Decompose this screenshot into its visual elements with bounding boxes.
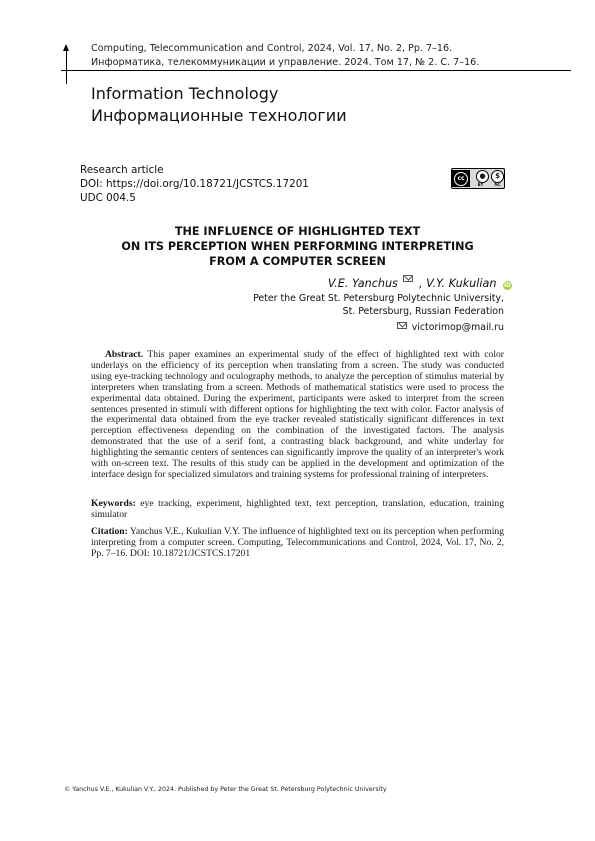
affiliation-line-2: St. Petersburg, Russian Federation [342, 306, 504, 317]
journal-line-en: Computing, Telecommunication and Control, 2024, Vol. 17, No. 2, Pp. 7–16. [91, 43, 453, 54]
copyright-footer: © Yanchus V.E., Kukulian V.Y., 2024. Published by Peter the Great St. Petersburg Polytechnic University [64, 786, 387, 793]
journal-line-ru: Информатика, телекоммуникации и управление. 2024. Том 17, № 2. С. 7–16. [91, 57, 480, 68]
keywords-label: Keywords: [91, 498, 136, 509]
cc-by-nc-icon[interactable] [451, 168, 505, 189]
author-2: V.Y. Kukulian [426, 277, 497, 290]
author-1: V.E. Yanchus [327, 277, 398, 290]
citation-label: Citation: [91, 526, 128, 537]
person-icon: ● [476, 170, 489, 183]
keywords [91, 499, 504, 521]
orcid-icon[interactable]: iD [503, 282, 512, 289]
email-address[interactable]: victorimop@mail.ru [411, 322, 504, 333]
article-title-line-1: THE INFLUENCE OF HIGHLIGHTED TEXT [174, 225, 421, 238]
keywords-text: eye tracking, experiment, highlighted text, text perception, translation, education, training simulator [91, 498, 504, 520]
section-title-ru: Информационные технологии [91, 106, 347, 125]
author-separator: , [419, 277, 427, 290]
abstract-label: Abstract. [105, 349, 144, 360]
envelope-icon [403, 275, 413, 282]
authors [328, 277, 512, 290]
doi-link[interactable]: DOI: https://doi.org/10.18721/JCSTCS.17201 [80, 178, 309, 190]
section-title-en: Information Technology [91, 84, 279, 103]
article-title-line-2: ON ITS PERCEPTION WHEN PERFORMING INTERPRETING [121, 240, 474, 253]
citation [91, 527, 504, 560]
udc-code: UDC 004.5 [80, 192, 136, 204]
article-title-line-3: FROM A COMPUTER SCREEN [209, 255, 386, 268]
envelope-icon [397, 322, 407, 329]
abstract-text: This paper examines an experimental study of the effect of highlighted text with color underlays on the efficiency of its perception when translating from a screen. The study was conducted using eye-tracking technology and oculography methods, to analyze the perception of stimulus material by interpreters when translating from a screen. Methods of mathematical statistics were used to process the experimental data obtained. During the experiment, participants were asked to interpret from the screen sentences presented in stimuli with different options for highlighting the text with color. Factor analysis of the experimental data obtained from the eye tracker revealed statistically significant differences in text perception effectiveness depending on the combination of the investigated factors. The analysis demonstrated that the use of a serif font, a contrasting black background, and white underlay for highlighting the semantic centers of sentences can significantly improve the quality of an interpreter's work with on-screen text. The results of this study can be applied in the development and optimization of the interface design for specialized simulators and training systems for professional training of interpreters. [91, 349, 504, 480]
non-commercial-icon: $ [491, 170, 504, 183]
abstract [91, 350, 504, 481]
cc-logo-icon: cc [452, 170, 470, 187]
header-rule [61, 70, 571, 71]
citation-text: Yanchus V.E., Kukulian V.Y. The influence of highlighted text on its perception when performing interpreting from a computer screen. Computing, Telecommunications and Control, 2024, Vol. 17, No. 2, Pp. 7–16. DOI: 10.18721/JCSTCS.17201 [91, 526, 504, 559]
affiliation-line-1: Peter the Great St. Petersburg Polytechnic University, [253, 293, 504, 304]
header-arrow-line [66, 46, 67, 84]
nc-badge: $ NC [491, 170, 504, 187]
corresponding-email [395, 322, 504, 333]
by-badge: ● BY [472, 170, 489, 187]
article-type: Research article [80, 164, 164, 176]
